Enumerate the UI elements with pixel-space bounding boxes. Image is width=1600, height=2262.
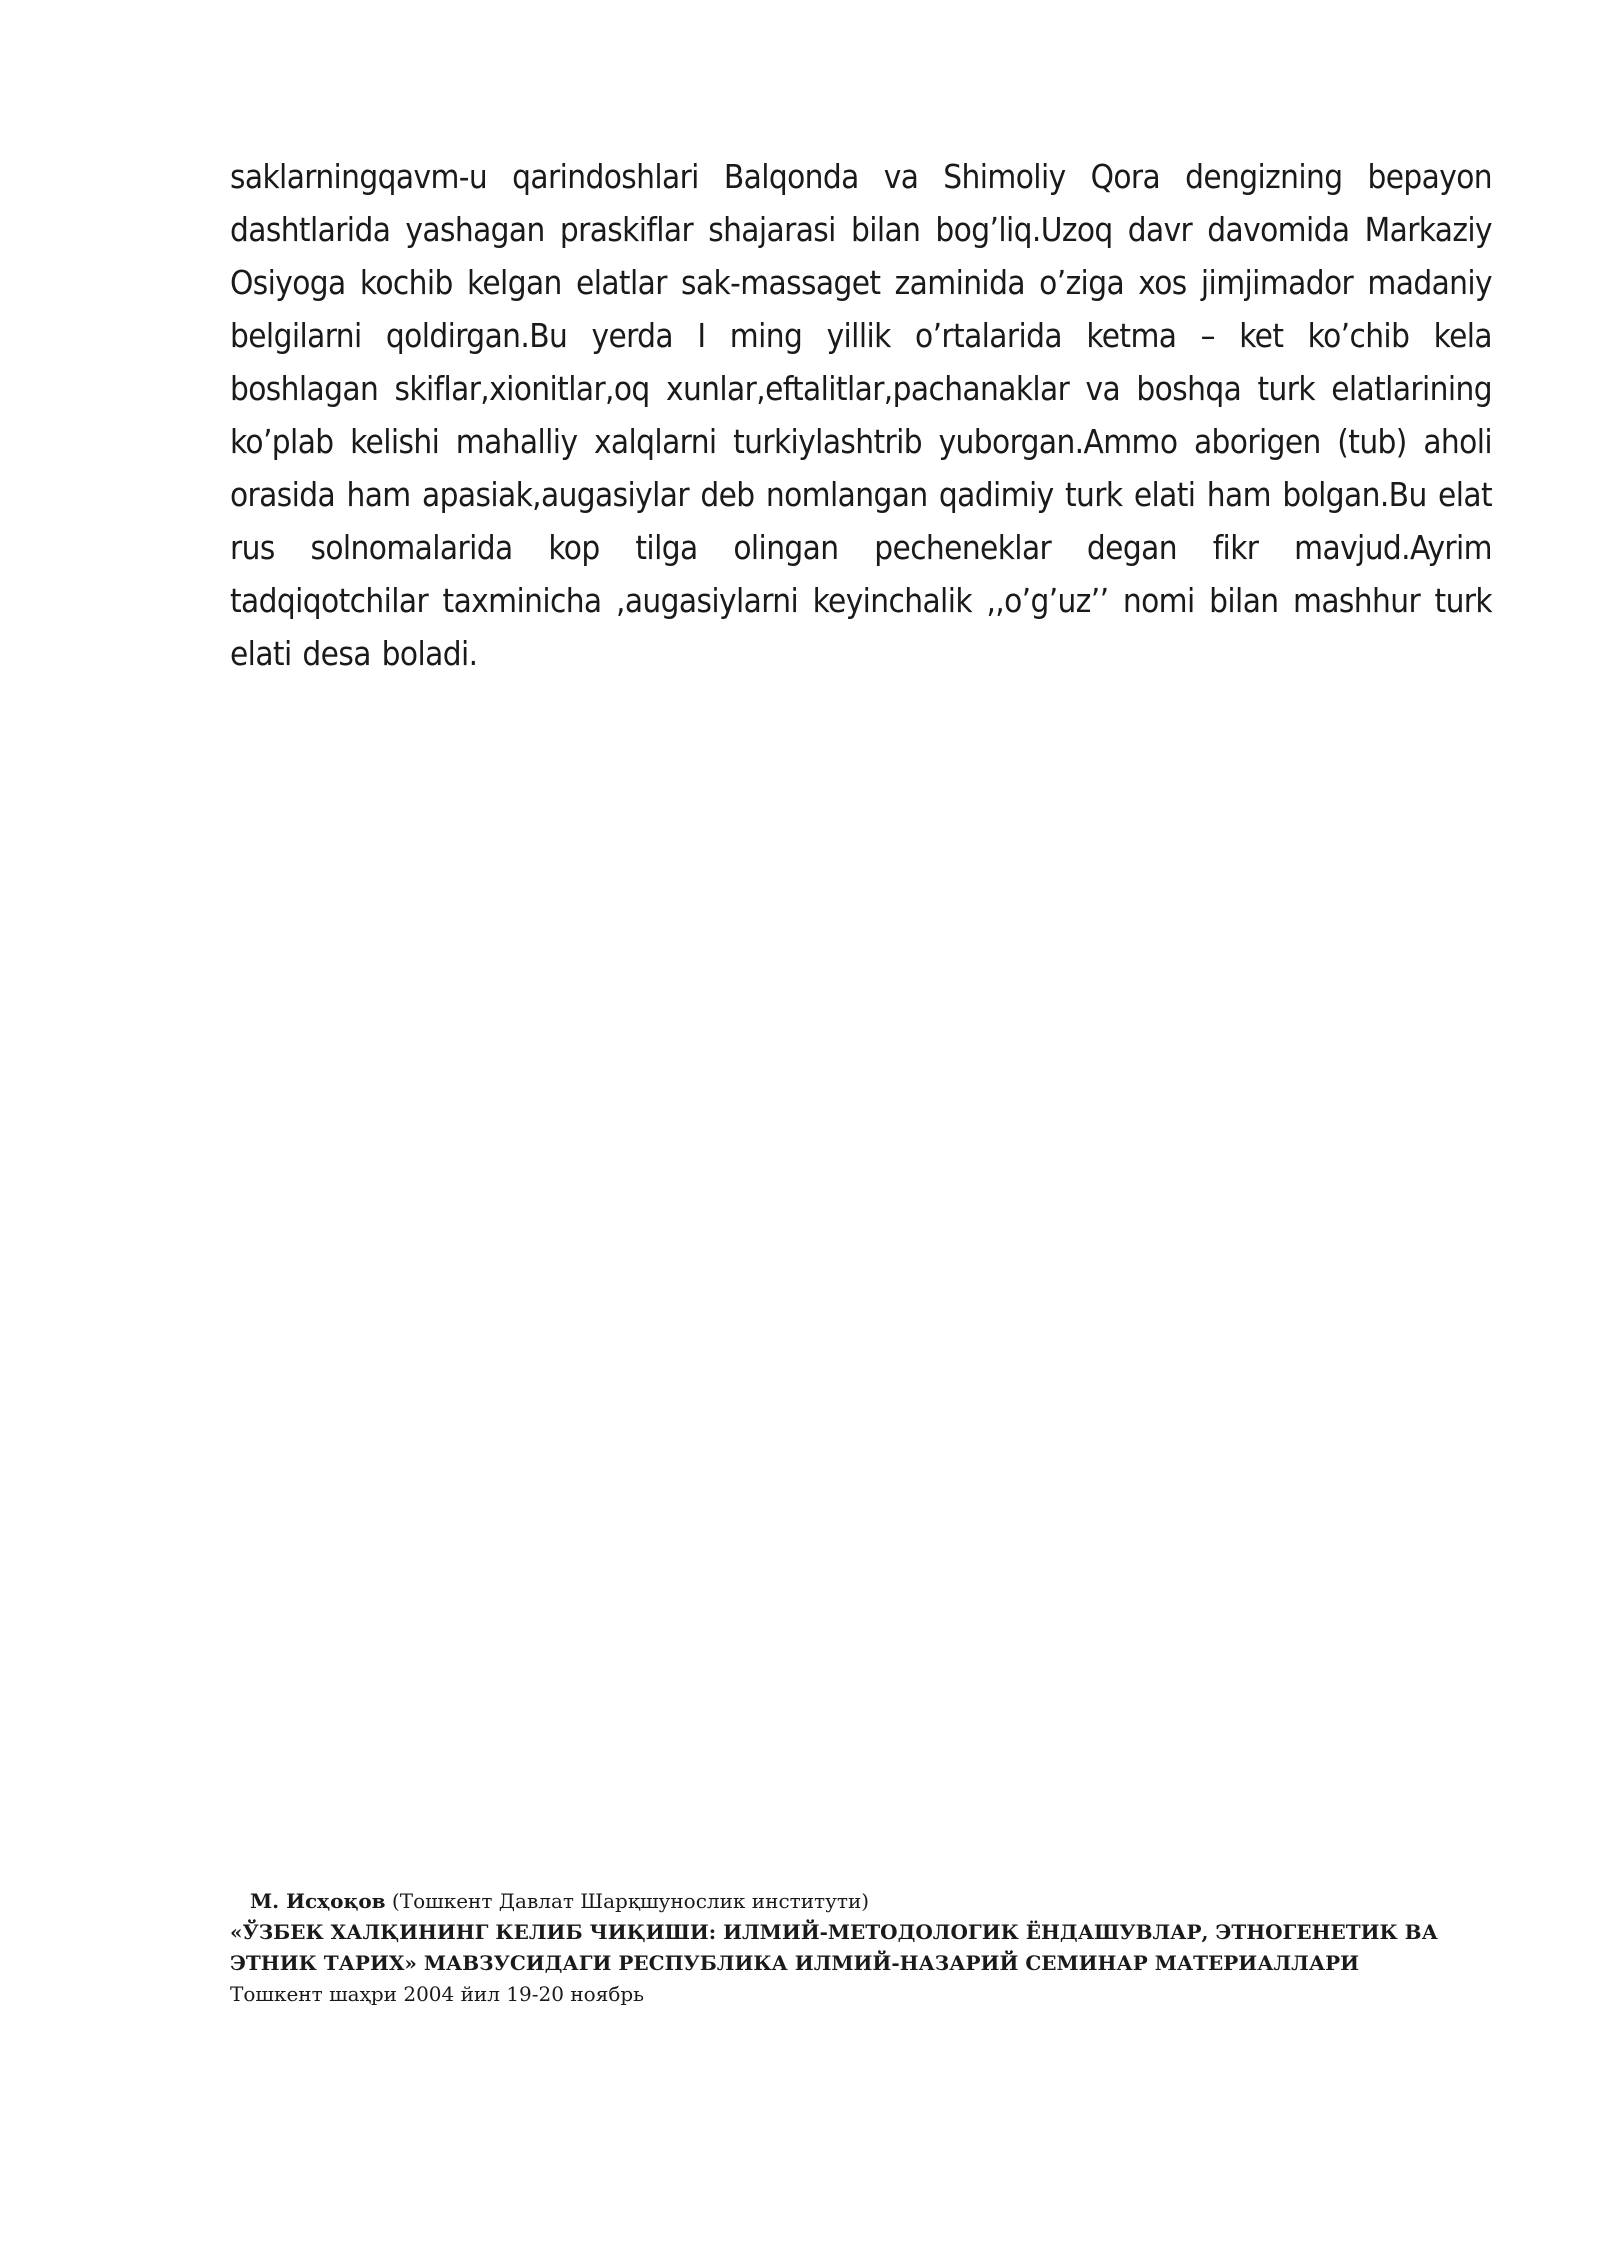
body-paragraph: saklarningqavm-u qarindoshlari Balqonda va Shimoliy Qora dengizning bepayon dashtlarida yashagan praskiflar shajarasi bilan bog’liq.Uzoq davr davomida Markaziy Osiyoga kochib kelgan elatlar sak-massaget zaminida o’ziga xos jimjimador madaniy belgilarni qoldirgan.Bu yerda I ming yillik o’rtalarida ketma – ket ko’chib kela boshlagan skiflar,xionitlar,oq xunlar,eftalitlar,pachanaklar va boshqa turk elatlarining ko’plab kelishi mahalliy xalqlarni turkiylashtrib yuborgan.Ammo aborigen (tub) aholi orasida ham apasiak,augasiylar deb nomlangan qadimiy turk elati ham bolgan.Bu elat rus solnomalarida kop tilga olingan pecheneklar degan fikr mavjud.Ayrim tadqiqotchilar taxminicha ,augasiylarni keyinchalik ,,o’g’uz’’ nomi bilan mashhur turk elati desa boladi. [230, 157, 1492, 673]
footer-place-date: Тошкент шаҳри 2004 йил 19-20 ноябрь [230, 1982, 645, 2006]
footer-author-line [230, 1886, 1492, 1917]
footer-affiliation: (Тошкент Давлат Шарқшунослик институти) [385, 1889, 870, 1913]
footer-title-line-1: «ЎЗБЕК ХАЛҚИНИНГ КЕЛИБ ЧИҚИШИ: ИЛМИЙ-МЕТОДОЛОГИК ЁНДАШУВЛАР, ЭТНОГЕНЕТИК ВА [230, 1920, 1438, 1944]
footer-title-line-2: ЭТНИК ТАРИХ» МАВЗУСИДАГИ РЕСПУБЛИКА ИЛМИЙ-НАЗАРИЙ СЕМИНАР МАТЕРИАЛЛАРИ [230, 1951, 1360, 1975]
footer-citation [230, 1886, 1492, 2010]
footer-author: М. Исҳоқов [250, 1889, 386, 1913]
